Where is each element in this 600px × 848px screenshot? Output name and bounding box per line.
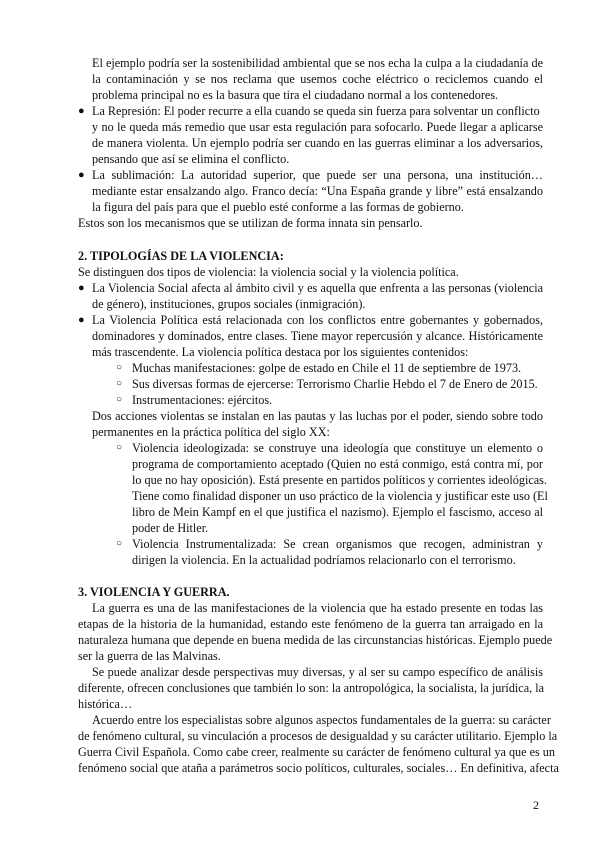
paragraph-line: La guerra es una de las manifestaciones de la violencia que ha estado presente en todas las — [92, 601, 543, 615]
represion-line: y no le queda más remedio que usar esta regulación para sofocarlo. Puede llegar a aplicarse — [92, 120, 543, 134]
paragraph-line: diferente, ofrecen conclusiones que también lo son: la antropológica, la socialista, la jurídica, la — [78, 681, 545, 695]
social-line: de género), instituciones, grupos sociales (inmigración). — [92, 297, 366, 311]
politica-line: dominadores y dominados, entre clases. Tiene mayor repercusión y alcance. Históricamente — [92, 329, 543, 343]
represion-line: La Represión: El poder recurre a ella cuando se queda sin fuerza para solventar un conflicto — [92, 104, 540, 118]
paragraph-line: Se puede analizar desde perspectivas muy diversas, y al ser su campo específico de análisis — [92, 665, 543, 679]
sublimacion-line: La sublimación: La autoridad superior, que puede ser una persona, una institución… — [92, 168, 543, 182]
paragraph-line: Acuerdo entre los especialistas sobre algunos aspectos fundamentales de la guerra: su carácter — [92, 713, 551, 727]
bullet-icon: ● — [78, 169, 85, 181]
intro-line: la contaminación y se nos reclama que usemos coche eléctrico o reciclemos cuando el — [92, 72, 543, 86]
circle-bullet-icon: ○ — [116, 394, 123, 405]
politica-line: La Violencia Política está relacionada con los conflictos entre gobernantes y gobernados, — [92, 313, 543, 327]
ideologizada-line: Tiene como finalidad disponer un uso práctico de la violencia y justificar este uso (El — [132, 489, 548, 503]
circle-bullet-icon: ○ — [116, 442, 123, 453]
acciones-line: permanentes en la práctica política del siglo XX: — [92, 425, 330, 439]
paragraph-line: etapas de la historia de la humanidad, estando este fenómeno de la guerra tan arraigado en la — [78, 617, 543, 631]
circle-bullet-icon: ○ — [116, 538, 123, 549]
paragraph-line: histórica… — [78, 697, 133, 711]
paragraph-line: de fenómeno cultural, su vinculación a procesos de desigualdad y su carácter utilitario. Ejemplo la — [78, 729, 558, 743]
circle-bullet-icon: ○ — [116, 362, 123, 373]
sublimacion-line: la figura del país para que el pueblo esté conforme a las formas de gobierno. — [92, 200, 464, 214]
ideologizada-line: lo que no hay oposición). Está presente en partidos políticos y corrientes ideológicas. — [132, 473, 547, 487]
paragraph-line: Guerra Civil Española. Como cabe creer, realmente su carácter de fenómeno cultural ya que es un — [78, 745, 555, 759]
social-line: La Violencia Social afecta al ámbito civil y es aquella que enfrenta a las personas (violencia — [92, 281, 543, 295]
intro-line: problema principal no es la basura que tira el ciudadano normal a los contenedores. — [92, 88, 499, 102]
section3-heading: 3. VIOLENCIA Y GUERRA. — [78, 585, 230, 599]
section2-heading: 2. TIPOLOGÍAS DE LA VIOLENCIA: — [78, 249, 284, 263]
bullet-icon: ● — [78, 105, 85, 117]
instrumentalizada-line: Violencia Instrumentalizada: Se crean organismos que recogen, administran y — [132, 537, 543, 551]
bullet-icon: ● — [78, 282, 85, 294]
paragraph-line: ser la guerra de las Malvinas. — [78, 649, 221, 663]
section2-intro: Se distinguen dos tipos de violencia: la violencia social y la violencia política. — [78, 265, 459, 279]
contenido-item: Instrumentaciones: ejércitos. — [132, 393, 273, 407]
bullet-icon: ● — [78, 314, 85, 326]
paragraph-line: naturaleza humana que depende en buena medida de las circunstancias históricas. Ejemplo puede — [78, 633, 553, 647]
intro-line: El ejemplo podría ser la sostenibilidad ambiental que se nos echa la culpa a la ciudadanía de — [92, 56, 543, 70]
circle-bullet-icon: ○ — [116, 378, 123, 389]
ideologizada-line: Violencia ideologizada: se construye una ideología que constituye un elemento o — [132, 441, 543, 455]
page-number: 2 — [533, 798, 539, 812]
ideologizada-line: programa de comportamiento aceptado (Quien no está conmigo, está contra mí, por — [132, 457, 543, 471]
paragraph-line: fenómeno social que ataña a parámetros socio políticos, culturales, sociales… En definitiva, afecta — [78, 761, 559, 775]
acciones-line: Dos acciones violentas se instalan en las pautas y las luchas por el poder, siendo sobre todo — [92, 409, 543, 423]
instrumentalizada-line: dirigen la violencia. En la actualidad podríamos relacionarlo con el terrorismo. — [132, 553, 516, 567]
represion-line: pensando que así se elimina el conflicto. — [92, 152, 290, 166]
contenido-item: Muchas manifestaciones: golpe de estado en Chile el 11 de septiembre de 1973. — [132, 361, 522, 375]
represion-line: de manera violenta. Un ejemplo podría ser cuando en las guerras eliminar a los adversarios, — [92, 136, 543, 150]
ideologizada-line: poder de Hitler. — [132, 521, 209, 535]
contenido-item: Sus diversas formas de ejercerse: Terrorismo Charlie Hebdo el 7 de Enero de 2015. — [132, 377, 538, 391]
politica-line: más trascendente. La violencia política destaca por los siguientes contenidos: — [92, 345, 469, 359]
sublimacion-line: mediante estar ensalzando algo. Franco decía: “Una España grande y libre” está ensalzando — [92, 184, 543, 198]
ideologizada-line: libro de Mein Kampf en el que justifica el nazismo). Ejemplo el fascismo, acceso al — [132, 505, 543, 519]
mecanismos-text: Estos son los mecanismos que se utilizan de forma innata sin pensarlo. — [78, 216, 423, 230]
